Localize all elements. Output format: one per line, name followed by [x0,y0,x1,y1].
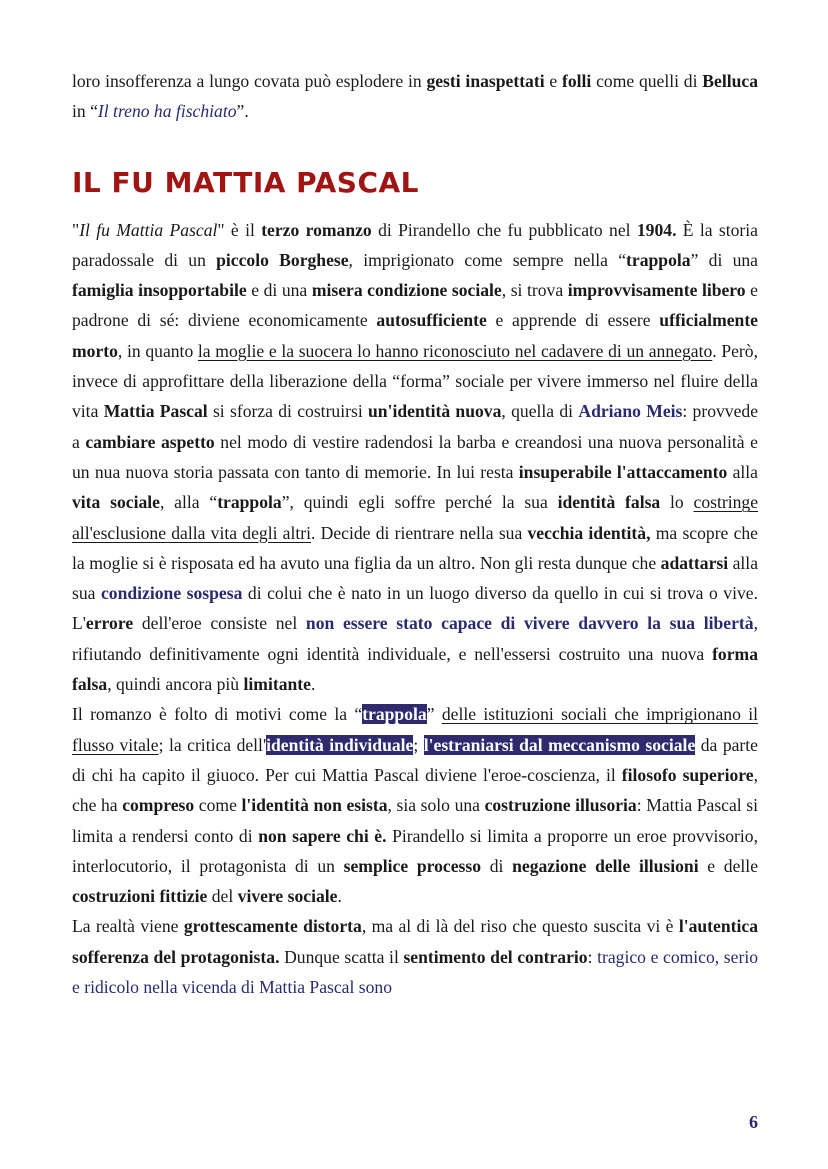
text: come quelli di [591,71,703,91]
bold-text: vita sociale [72,492,160,513]
text: , sia solo una [387,795,485,816]
bold-text: non sapere chi è. [258,825,387,846]
text: : Mattia Pascal si limita a rendersi conto di [72,795,758,846]
text: come [194,795,242,816]
bold-text: trappola [626,249,691,270]
bold-text: semplice processo [343,855,482,876]
paragraph-reality [72,911,758,1002]
text: ” di una [690,249,758,270]
text: di [481,855,513,876]
section-heading: IL FU MATTIA PASCAL [72,165,420,199]
text: . Però, invece di approfittare della liberazione della “forma” sociale per vivere immerso nel fluire della vita [72,340,758,422]
bold-text: l'identità non esista [241,795,388,816]
text: lo [660,492,694,513]
text: ”, quindi egli soffre perché la sua [281,492,558,513]
underlined-text: la moglie e la suocera lo hanno riconosciuto nel cadavere di un annegato [197,340,713,361]
text: in “ [72,101,98,122]
bold-blue-text: condizione sospesa [100,583,243,604]
bold-text: autosufficiente [376,310,487,331]
bold-text: cambiare aspetto [85,431,215,452]
text: Il romanzo è folto di motivi come la “ [72,704,363,725]
text: . Decide di rientrare nella sua [311,522,528,543]
intro-paragraph [72,66,758,127]
text: ” [426,704,442,725]
paragraph-themes [72,699,758,911]
text: nel modo di vestire radendosi la barba e creandosi una nuova personalità e un nua nuova storia passata con tanto di memorie. In lui resta [72,431,758,482]
bold-text: Belluca [702,71,758,91]
bold-text: forma falsa [72,643,758,695]
text: ; la critica dell' [158,734,267,755]
text: . [310,674,316,695]
text: loro insofferenza a lungo covata può esplodere in [72,71,427,91]
bold-text: trappola [217,492,282,513]
text: di colui che è nato in un luogo diverso da quello in cui si trova o vive. L' [72,583,758,634]
highlighted-text: identità individuale [266,734,414,755]
text: , imprigionato come sempre nella “ [348,249,627,270]
underlined-text: costringe all'esclusione dalla vita degli altri [72,492,759,543]
bold-text: gesti inaspettati [426,71,545,91]
text: La realtà viene [72,916,184,937]
text: , quindi ancora più [107,674,244,695]
work-title: Il treno ha fischiato [97,101,237,122]
text: , si trova [501,280,568,301]
bold-text: negazione delle illusioni [512,855,699,876]
text: , rifiutando definitivamente ogni identità individuale, e nell'essersi costruito una nuova [72,613,758,664]
text: . [337,886,342,907]
bold-text: vivere sociale [237,886,338,907]
bold-text: vecchia identità, [527,522,651,543]
bold-text: ufficialmente morto [72,310,758,361]
bold-text: errore [85,613,134,634]
text: , alla “ [159,492,218,513]
text: ”. [236,101,249,122]
text: da parte di chi ha capito il giuoco. Per cui Mattia Pascal diviene l'eroe-coscienza, il [72,734,758,785]
text: : [587,946,598,967]
bold-text: piccolo Borghese [216,249,349,270]
text: e di una [246,280,312,301]
text: e apprende di essere [486,310,660,331]
paragraph-summary [72,215,758,700]
work-title: Il fu Mattia Pascal [79,219,218,240]
text: e padrone di sé: diviene economicamente [72,280,758,331]
bold-text: folli [561,71,592,91]
bold-text: l'autentica sofferenza del protagonista. [72,916,758,967]
bold-text: Mattia Pascal [103,401,208,422]
highlighted-text: l'estraniarsi dal meccanismo sociale [423,734,696,755]
bold-text: famiglia insopportabile [72,280,247,301]
text: e delle [698,855,758,876]
bold-blue-text: non essere stato capace di vivere davvero la sua libertà [305,613,754,634]
bold-text: improvvisamente libero [567,280,746,301]
text: ma scopre che la moglie si è risposata ed ha avuto una figlia da un altro. Non gli resta dunque che [72,522,758,573]
text: alla [727,461,758,482]
bold-text: limitante [243,674,311,695]
bold-text: sentimento del contrario [403,946,588,967]
bold-text: grottescamente distorta [183,916,362,937]
text: Pirandello si limita a proporre un eroe provvisorio, interlocutorio, il protagonista di un [72,825,758,876]
bold-text: costruzioni fittizie [72,886,208,907]
bold-text: misera condizione sociale [311,280,502,301]
page-number: 6 [749,1112,758,1132]
text: : provvede a [72,401,759,452]
bold-text: un'identità nuova [368,401,502,422]
page-content [72,66,758,1002]
bold-text: insuperabile l'attaccamento [518,461,728,482]
bold-text: compreso [122,795,195,816]
text: ; [413,734,424,755]
text: di Pirandello che fu pubblicato nel [371,219,637,240]
underlined-text: delle istituzioni sociali che imprigionano il flusso vitale [72,704,758,755]
text: " [72,219,80,240]
blue-text: tragico e comico, serio e ridicolo nella vicenda di Mattia Pascal sono [72,946,758,998]
bold-blue-text: Adriano Meis [578,401,683,422]
text: e [544,71,562,91]
highlighted-text: trappola [362,704,427,725]
text: si sforza di costruirsi [207,401,369,422]
bold-text: costruzione illusoria [484,795,637,816]
text: dell'eroe consiste nel [133,613,306,634]
text: alla sua [72,552,759,604]
bold-text: 1904. [636,219,677,240]
text: , che ha [72,764,759,816]
text: Dunque scatta il [279,946,404,967]
bold-text: adattarsi [660,552,729,573]
text: È la storia paradossale di un [72,219,758,270]
text: , quella di [501,401,579,422]
bold-text: filosofo superiore [621,764,754,785]
bold-text: identità falsa [557,492,661,513]
text: del [207,886,238,907]
text: , ma al di là del riso che questo suscita vi è [361,916,679,937]
text: , in quanto [117,340,198,361]
text: " è il [217,219,262,240]
bold-text: terzo romanzo [261,219,372,240]
